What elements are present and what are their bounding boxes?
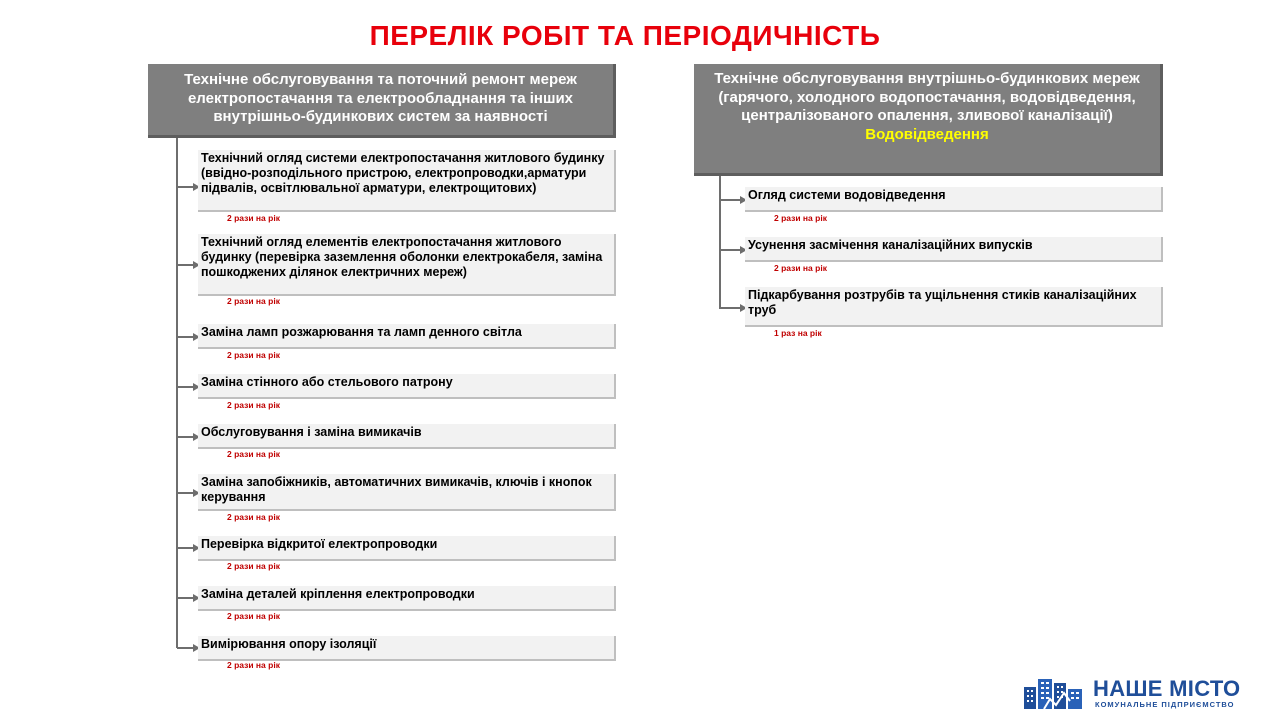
item-box: Обслуговування і заміна вимикачів — [198, 424, 616, 449]
frequency-label: 2 рази на рік — [227, 561, 280, 571]
right-subheader: Водовідведення — [865, 125, 989, 143]
logo-subtitle: КОМУНАЛЬНЕ ПІДПРИЄМСТВО — [1095, 700, 1235, 709]
frequency-label: 2 рази на рік — [774, 213, 827, 223]
item-box: Технічний огляд елементів електропостачання житлового будинку (перевірка заземлення оболонки електрокабеля, заміна пошкоджених ділянок електричних мереж) — [198, 234, 616, 296]
connector — [177, 436, 193, 438]
frequency-label: 2 рази на рік — [227, 611, 280, 621]
frequency-label: 2 рази на рік — [227, 512, 280, 522]
frequency-label: 2 рази на рік — [227, 660, 280, 670]
left-header-text: Технічне обслуговування та поточний ремонт мереж електропостачання та електрообладнання та інших внутрішньо-будинкових систем за наявності — [184, 71, 577, 125]
connector — [177, 547, 193, 549]
right-header — [694, 64, 1163, 176]
connector — [720, 249, 740, 251]
item-box: Заміна запобіжників, автоматичних вимикачів, ключів і кнопок керування — [198, 474, 616, 511]
connector — [177, 386, 193, 388]
item-box: Огляд системи водовідведення — [745, 187, 1163, 212]
connector — [177, 186, 193, 188]
connector — [177, 264, 193, 266]
connector — [177, 597, 193, 599]
connector — [177, 492, 193, 494]
frequency-label: 2 рази на рік — [227, 296, 280, 306]
frequency-label: 1 раз на рік — [774, 328, 822, 338]
connector — [720, 199, 740, 201]
item-box: Підкарбування розтрубів та ущільнення стиків каналізаційних труб — [745, 287, 1163, 327]
frequency-label: 2 рази на рік — [227, 449, 280, 459]
left-header — [148, 64, 616, 138]
item-box: Технічний огляд системи електропостачання житлового будинку (ввідно-розподільного пристрою, електропроводки,арматури підвалів, освітлювальної арматури, електрощитових) — [198, 150, 616, 212]
item-box: Вимірювання опору ізоляції — [198, 636, 616, 661]
item-box: Усунення засмічення каналізаційних випусків — [745, 237, 1163, 262]
item-box: Заміна ламп розжарювання та ламп денного світла — [198, 324, 616, 349]
connector — [720, 307, 740, 309]
right-connector-line — [719, 176, 721, 309]
company-logo — [1024, 674, 1270, 714]
frequency-label: 2 рази на рік — [227, 400, 280, 410]
connector — [177, 336, 193, 338]
frequency-label: 2 рази на рік — [774, 263, 827, 273]
frequency-label: 2 рази на рік — [227, 350, 280, 360]
item-box: Заміна стінного або стельового патрону — [198, 374, 616, 399]
right-header-text: Технічне обслуговування внутрішньо-будинкових мереж (гарячого, холодного водопостачання, водовідведення, централізованого опалення, зливової каналізації) — [714, 70, 1140, 124]
city-buildings-icon — [1024, 677, 1084, 709]
left-connector-line — [176, 138, 178, 648]
item-box: Заміна деталей кріплення електропроводки — [198, 586, 616, 611]
logo-name: НАШЕ МІСТО — [1093, 676, 1241, 701]
frequency-label: 2 рази на рік — [227, 213, 280, 223]
page-title: ПЕРЕЛІК РОБІТ ТА ПЕРІОДИЧНІСТЬ — [369, 20, 881, 51]
item-box: Перевірка відкритої електропроводки — [198, 536, 616, 561]
connector — [177, 647, 193, 649]
